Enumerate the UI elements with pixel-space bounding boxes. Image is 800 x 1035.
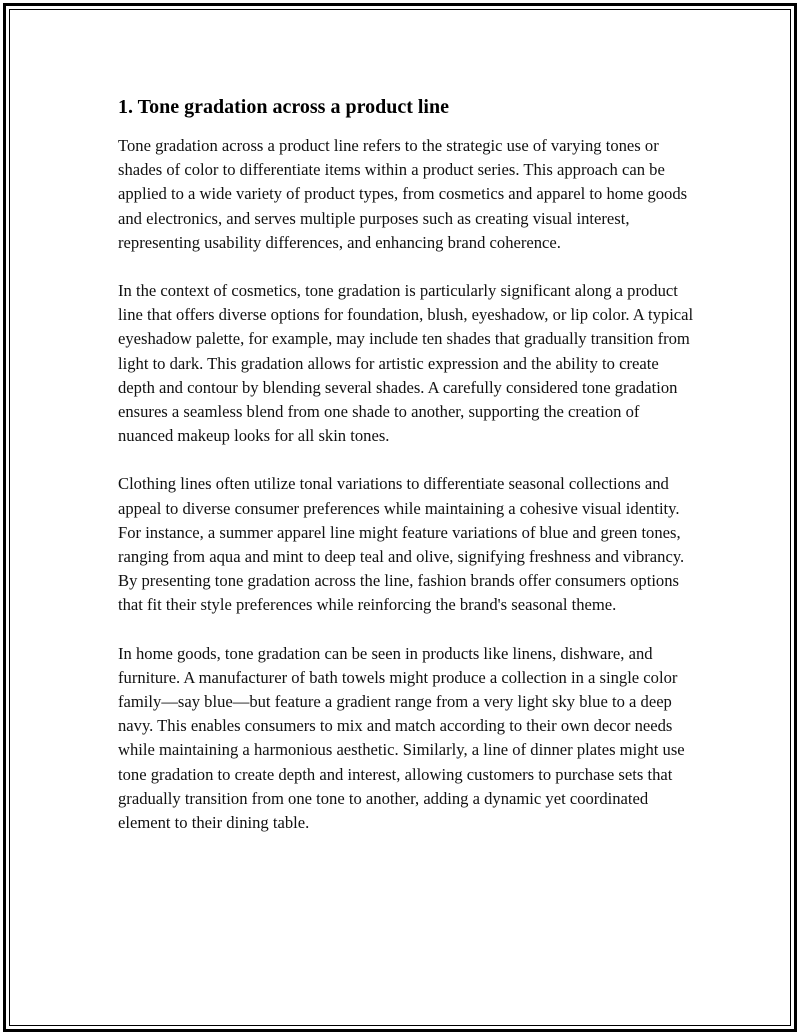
section-heading: 1. Tone gradation across a product line	[118, 96, 449, 118]
paragraph-clothing: Clothing lines often utilize tonal variations to differentiate seasonal collections and appeal to diverse consumer preferences while maintaining a cohesive visual identity. For instance, a summer apparel line might feature variations of blue and green tones, ranging from aqua and mint to deep teal and olive, signifying freshness and vibrancy. By presenting tone gradation across the line, fashion brands offer consumers options that fit their style preferences while reinforcing the brand's seasonal theme.	[118, 474, 685, 615]
paragraph-cosmetics: In the context of cosmetics, tone gradation is particularly significant along a product line that offers diverse options for foundation, blush, eyeshadow, or lip color. A typical eyeshadow palette, for example, may include ten shades that gradually transition from light to dark. This gradation allows for artistic expression and the ability to create depth and contour by blending several shades. A carefully considered tone gradation ensures a seamless blend from one shade to another, supporting the creation of nuanced makeup looks for all skin tones.	[118, 281, 694, 446]
paragraph-intro: Tone gradation across a product line refers to the strategic use of varying tones or shades of color to differentiate items within a product series. This approach can be applied to a wide variety of product types, from cosmetics and apparel to home goods and electronics, and serves multiple purposes such as creating visual interest, representing usability differences, and enhancing brand coherence.	[118, 136, 688, 252]
document-body	[118, 94, 698, 859]
paragraph-home-goods: In home goods, tone gradation can be seen in products like linens, dishware, and furniture. A manufacturer of bath towels might produce a collection in a single color family—say blue—but feature a gradient range from a very light sky blue to a deep navy. This enables consumers to mix and match according to their own decor needs while maintaining a harmonious aesthetic. Similarly, a line of dinner plates might use tone gradation to create depth and interest, allowing customers to purchase sets that gradually transition from one tone to another, adding a dynamic yet coordinated element to their dining table.	[118, 643, 685, 833]
